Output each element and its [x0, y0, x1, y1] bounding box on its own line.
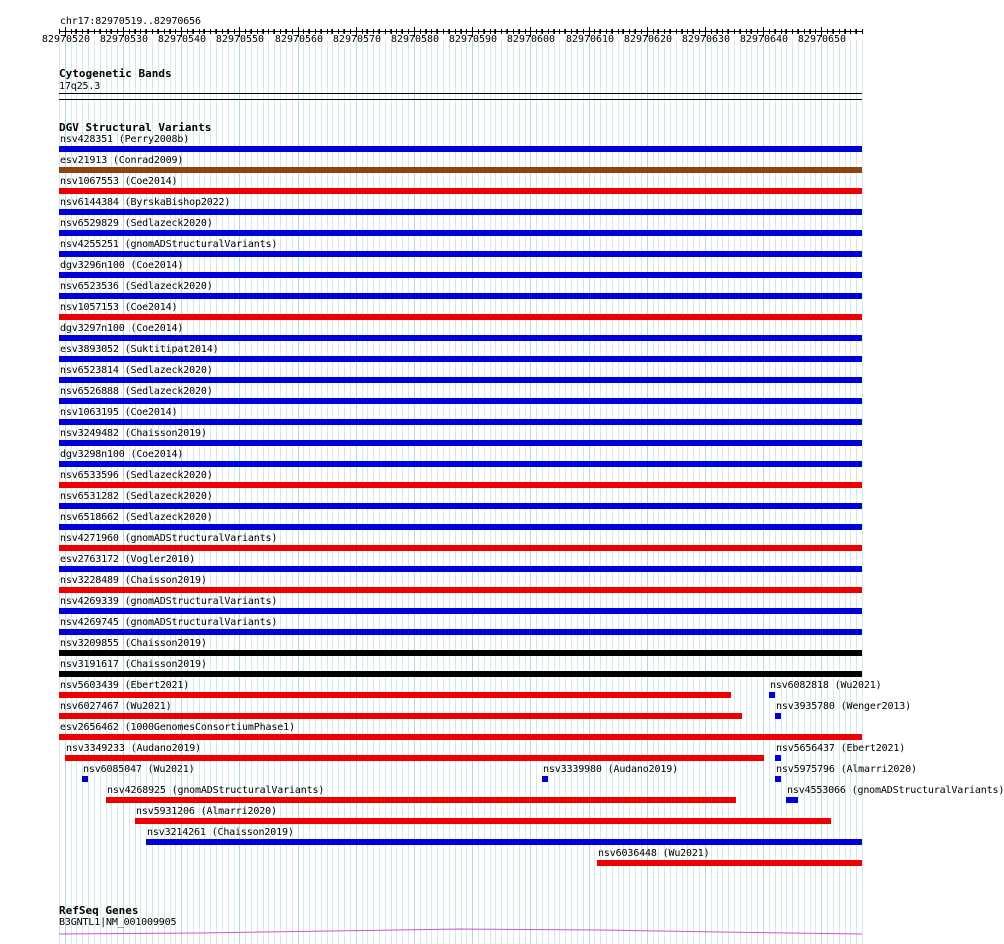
dgv-feature-bar[interactable] — [59, 734, 862, 740]
ruler-tick-label: 82970650 — [797, 34, 847, 45]
dgv-feature-bar[interactable] — [59, 356, 862, 362]
cytoband-band[interactable] — [59, 93, 862, 94]
dgv-feature-label[interactable]: nsv6082818 (Wu2021) — [770, 680, 882, 691]
dgv-feature-bar[interactable] — [775, 776, 781, 782]
dgv-feature-bar[interactable] — [106, 797, 736, 803]
dgv-feature-bar[interactable] — [59, 503, 862, 509]
ruler-tick-label: 82970560 — [274, 34, 324, 45]
dgv-feature-bar[interactable] — [59, 545, 862, 551]
dgv-feature-bar[interactable] — [59, 272, 862, 278]
dgv-feature-label[interactable]: nsv5603439 (Ebert2021) — [60, 680, 190, 691]
dgv-feature-bar[interactable] — [59, 650, 862, 656]
dgv-feature-label[interactable]: nsv6523536 (Sedlazeck2020) — [60, 281, 213, 292]
dgv-feature-bar[interactable] — [82, 776, 88, 782]
dgv-feature-label[interactable]: nsv1067553 (Coe2014) — [60, 176, 178, 187]
dgv-feature-bar[interactable] — [59, 671, 862, 677]
dgv-feature-label[interactable]: nsv4268925 (gnomADStructuralVariants) — [107, 785, 325, 796]
dgv-feature-bar[interactable] — [59, 188, 862, 194]
ruler-position-label: chr17:82970519..82970656 — [60, 16, 201, 27]
dgv-feature-bar[interactable] — [59, 146, 862, 152]
dgv-feature-label[interactable]: nsv6529829 (Sedlazeck2020) — [60, 218, 213, 229]
ruler-tick-label: 82970640 — [739, 34, 789, 45]
dgv-feature-label[interactable]: dgv3296n100 (Coe2014) — [60, 260, 184, 271]
dgv-feature-bar[interactable] — [769, 692, 775, 698]
track-divider — [59, 99, 862, 100]
dgv-feature-label[interactable]: nsv6027467 (Wu2021) — [60, 701, 172, 712]
dgv-feature-bar[interactable] — [59, 713, 742, 719]
dgv-feature-bar[interactable] — [59, 608, 862, 614]
dgv-feature-bar[interactable] — [135, 818, 831, 824]
ruler-tick-label: 82970620 — [623, 34, 673, 45]
dgv-feature-bar[interactable] — [59, 209, 862, 215]
ruler-tick-label: 82970590 — [448, 34, 498, 45]
dgv-feature-label[interactable]: nsv3214261 (Chaisson2019) — [147, 827, 294, 838]
dgv-feature-bar[interactable] — [59, 293, 862, 299]
dgv-feature-label[interactable]: nsv4271960 (gnomADStructuralVariants) — [60, 533, 278, 544]
dgv-feature-bar[interactable] — [59, 335, 862, 341]
dgv-feature-bar[interactable] — [59, 377, 862, 383]
dgv-feature-bar[interactable] — [59, 566, 862, 572]
dgv-feature-label[interactable]: nsv4553066 (gnomADStructuralVariants) — [787, 785, 1004, 796]
dgv-feature-label[interactable]: esv3893052 (Suktitipat2014) — [60, 344, 219, 355]
refseq-gene-feature[interactable] — [0, 928, 890, 940]
dgv-feature-bar[interactable] — [146, 839, 862, 845]
dgv-feature-bar[interactable] — [59, 167, 862, 173]
dgv-feature-label[interactable]: nsv6036448 (Wu2021) — [598, 848, 710, 859]
ruler-tick-label: 82970540 — [157, 34, 207, 45]
ruler-tick-label: 82970550 — [215, 34, 265, 45]
dgv-feature-label[interactable]: nsv6533596 (Sedlazeck2020) — [60, 470, 213, 481]
dgv-feature-bar[interactable] — [597, 860, 862, 866]
ruler[interactable] — [0, 25, 890, 73]
cytoband-track-title[interactable]: Cytogenetic Bands — [59, 67, 172, 80]
dgv-feature-label[interactable]: nsv3209855 (Chaisson2019) — [60, 638, 207, 649]
cytoband-label[interactable]: 17q25.3 — [59, 81, 101, 92]
dgv-feature-bar[interactable] — [775, 755, 781, 761]
refseq-track-title[interactable]: RefSeq Genes — [59, 904, 139, 917]
dgv-feature-label[interactable]: nsv6085047 (Wu2021) — [83, 764, 195, 775]
dgv-feature-label[interactable]: nsv6518662 (Sedlazeck2020) — [60, 512, 213, 523]
dgv-feature-label[interactable]: nsv3249482 (Chaisson2019) — [60, 428, 207, 439]
dgv-feature-bar[interactable] — [775, 713, 781, 719]
dgv-feature-label[interactable]: nsv3191617 (Chaisson2019) — [60, 659, 207, 670]
dgv-feature-label[interactable]: nsv6523814 (Sedlazeck2020) — [60, 365, 213, 376]
dgv-feature-label[interactable]: nsv4269339 (gnomADStructuralVariants) — [60, 596, 278, 607]
dgv-feature-label[interactable]: nsv5931206 (Almarri2020) — [136, 806, 277, 817]
dgv-feature-bar[interactable] — [65, 755, 764, 761]
dgv-feature-label[interactable]: nsv3349233 (Audano2019) — [66, 743, 202, 754]
dgv-feature-label[interactable]: nsv6144384 (ByrskaBishop2022) — [60, 197, 231, 208]
dgv-feature-label[interactable]: nsv1057153 (Coe2014) — [60, 302, 178, 313]
dgv-feature-bar[interactable] — [542, 776, 548, 782]
dgv-feature-label[interactable]: nsv4269745 (gnomADStructuralVariants) — [60, 617, 278, 628]
dgv-feature-label[interactable]: nsv1063195 (Coe2014) — [60, 407, 178, 418]
dgv-feature-label[interactable]: nsv4255251 (gnomADStructuralVariants) — [60, 239, 278, 250]
dgv-feature-bar[interactable] — [59, 629, 862, 635]
ruler-tick-label: 82970520 — [41, 34, 91, 45]
dgv-feature-bar[interactable] — [59, 230, 862, 236]
dgv-feature-bar[interactable] — [59, 419, 862, 425]
dgv-feature-bar[interactable] — [59, 692, 731, 698]
dgv-feature-label[interactable]: nsv3339980 (Audano2019) — [543, 764, 679, 775]
dgv-feature-bar[interactable] — [59, 461, 862, 467]
dgv-feature-label[interactable]: esv2763172 (Vogler2010) — [60, 554, 196, 565]
dgv-feature-label[interactable]: esv2656462 (1000GenomesConsortiumPhase1) — [60, 722, 295, 733]
dgv-feature-label[interactable]: nsv3228489 (Chaisson2019) — [60, 575, 207, 586]
dgv-feature-label[interactable]: nsv5656437 (Ebert2021) — [776, 743, 906, 754]
dgv-feature-bar[interactable] — [59, 314, 862, 320]
refseq-gene-label[interactable]: B3GNTL1|NM_001009905 — [59, 917, 177, 928]
dgv-feature-label[interactable]: nsv5975796 (Almarri2020) — [776, 764, 917, 775]
dgv-feature-bar[interactable] — [59, 524, 862, 530]
dgv-feature-label[interactable]: dgv3297n100 (Coe2014) — [60, 323, 184, 334]
ruler-tick-label: 82970630 — [681, 34, 731, 45]
ruler-tick-label: 82970530 — [99, 34, 149, 45]
dgv-feature-bar[interactable] — [59, 398, 862, 404]
dgv-feature-label[interactable]: nsv6526888 (Sedlazeck2020) — [60, 386, 213, 397]
ruler-tick-label: 82970600 — [506, 34, 556, 45]
dgv-feature-label[interactable]: nsv3935780 (Wenger2013) — [776, 701, 912, 712]
dgv-feature-bar[interactable] — [786, 797, 798, 803]
dgv-track-title[interactable]: DGV Structural Variants — [59, 121, 212, 134]
dgv-feature-label[interactable]: nsv6531282 (Sedlazeck2020) — [60, 491, 213, 502]
dgv-feature-bar[interactable] — [59, 440, 862, 446]
dgv-feature-bar[interactable] — [59, 482, 862, 488]
ruler-tick-label: 82970570 — [332, 34, 382, 45]
dgv-feature-label[interactable]: esv21913 (Conrad2009) — [60, 155, 184, 166]
ruler-tick-label: 82970580 — [390, 34, 440, 45]
ruler-tick-label: 82970610 — [565, 34, 615, 45]
dgv-feature-label[interactable]: dgv3298n100 (Coe2014) — [60, 449, 184, 460]
dgv-feature-bar[interactable] — [59, 587, 862, 593]
dgv-feature-label[interactable]: nsv428351 (Perry2008b) — [60, 134, 190, 145]
dgv-feature-bar[interactable] — [59, 251, 862, 257]
